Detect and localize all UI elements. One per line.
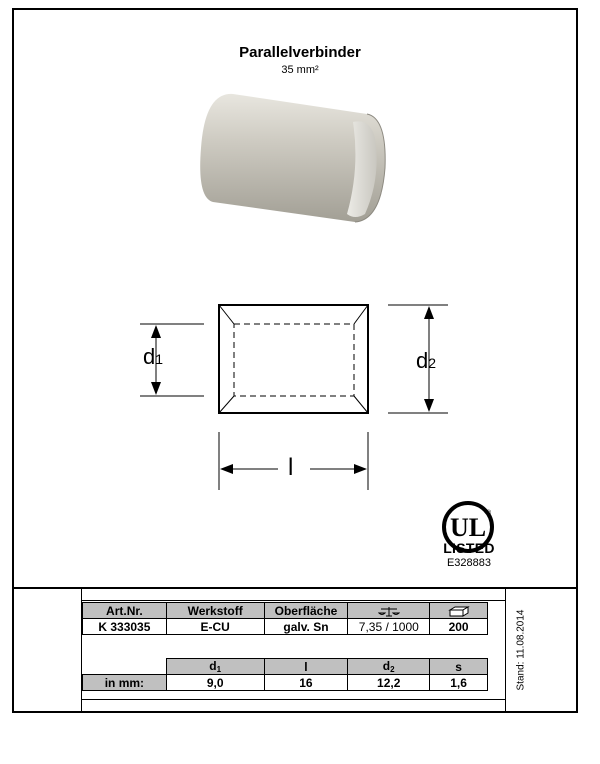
sleeve-outline [219,305,368,413]
ul-file-number: E328883 [446,557,492,569]
header-werkstoff: Werkstoff [166,603,264,619]
cell-menge: 200 [430,619,488,635]
box-icon [448,606,470,617]
cell-d1: 9,0 [166,675,264,691]
article-table [82,602,488,635]
inner-bore-hidden-line [234,324,354,396]
cell-in-mm-label: in mm: [83,675,167,691]
header-s: s [430,659,488,675]
dimension-table [82,658,488,691]
scale-icon [378,606,400,617]
svg-text:®: ® [486,510,492,517]
cell-l: 16 [264,675,348,691]
header-oberflaeche: Oberfläche [264,603,348,619]
length-label: l [288,454,294,481]
title-block-inner-bottom [81,699,505,700]
title-block-right-divider [505,587,506,713]
header-weight [348,603,430,619]
stand-date: Stand: 11.08.2014 [515,609,527,691]
header-quantity [430,603,488,619]
table-row [83,619,488,635]
cell-gewicht: 7,35 / 1000 [348,619,430,635]
cell-s: 1,6 [430,675,488,691]
document-title: Parallelverbinder [239,44,361,61]
cell-d2: 12,2 [348,675,430,691]
svg-text:UL: UL [449,513,487,542]
article-table-header [83,603,488,619]
title-block-divider [12,587,578,589]
ul-listed-text: LISTED [443,540,495,556]
d2-label: d2 [416,348,437,373]
header-art-nr: Art.Nr. [83,603,167,619]
title-block-inner-top [81,600,505,601]
header-d2: $d_2$ [348,659,430,675]
d1-label: d1 [143,344,164,369]
dimension-table-header [83,659,488,675]
document-subtitle: 35 mm² [281,64,319,76]
header-d1: $d_1$ [166,659,264,675]
cell-art-nr: K 333035 [83,619,167,635]
cell-werkstoff: E-CU [166,619,264,635]
table-row [83,675,488,691]
header-l: l [264,659,348,675]
cell-oberflaeche: galv. Sn [264,619,348,635]
